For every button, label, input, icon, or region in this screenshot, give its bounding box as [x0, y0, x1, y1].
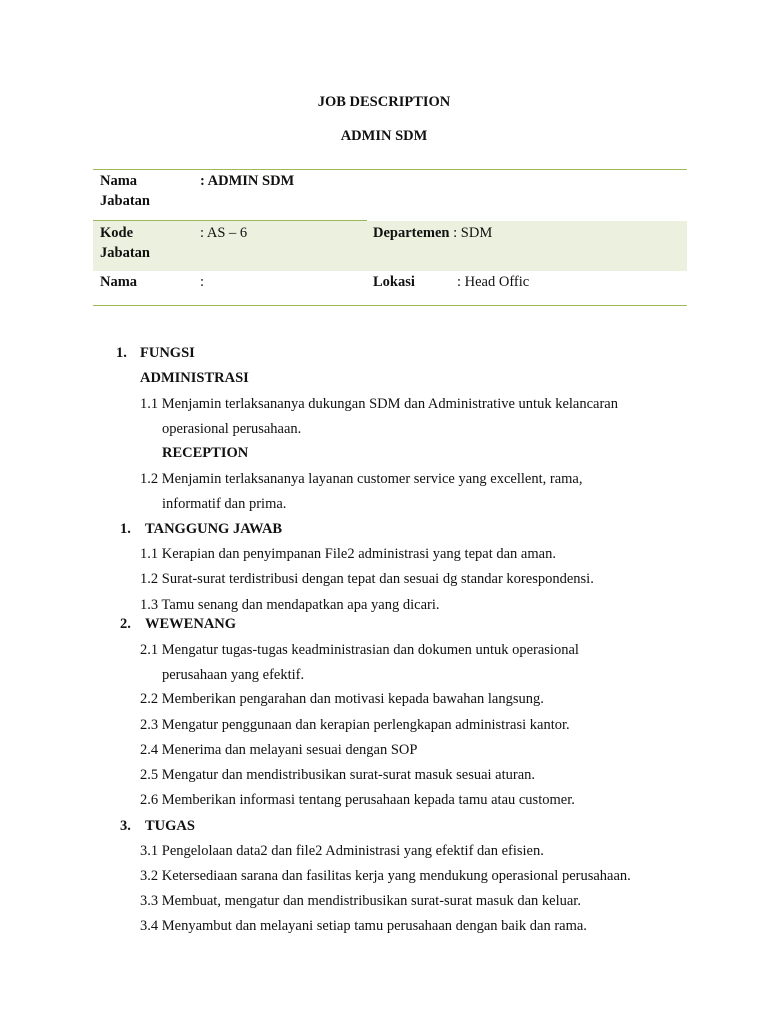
- table-row-kode-jabatan: [93, 221, 687, 271]
- label-departemen-text: Departemen: [373, 225, 450, 241]
- value-nama-jabatan: : ADMIN SDM: [200, 173, 295, 189]
- list-item: 1.2 Surat-surat terdistribusi dengan tepat dan sesuai dg standar korespondensi.: [140, 571, 594, 587]
- list-item: 3.3 Membuat, mengatur dan mendistribusikan surat-surat masuk dan keluar.: [140, 893, 581, 909]
- list-item: 1.3 Tamu senang dan mendapatkan apa yang dicari.: [140, 597, 440, 613]
- table-row-nama: [93, 271, 687, 306]
- list-item: 3.4 Menyambut dan melayani setiap tamu perusahaan dengan baik dan rama.: [140, 918, 587, 934]
- section-number-fungsi: 1.: [116, 345, 127, 361]
- label-departemen: [373, 223, 492, 243]
- label-kode-jabatan: [100, 223, 180, 263]
- value-kode-jabatan: : AS – 6: [200, 225, 248, 241]
- subheading-administrasi: ADMINISTRASI: [140, 370, 249, 386]
- list-item-continuation: perusahaan yang efektif.: [162, 667, 305, 683]
- list-item: 1.2 Menjamin terlaksananya layanan customer service yang excellent, rama,: [140, 471, 583, 487]
- label-line-1: Kode: [100, 225, 134, 241]
- document-subtitle: ADMIN SDM: [340, 128, 428, 144]
- section-heading-tugas: TUGAS: [145, 818, 195, 834]
- list-item: 2.2 Memberikan pengarahan dan motivasi kepada bawahan langsung.: [140, 691, 544, 707]
- list-item: 2.6 Memberikan informasi tentang perusahaan kepada tamu atau customer.: [140, 792, 575, 808]
- job-info-table: [93, 169, 687, 306]
- section-number-tanggung-jawab: 1.: [120, 521, 131, 537]
- table-row-nama-jabatan: [93, 169, 687, 221]
- label-nama: Nama: [100, 274, 138, 290]
- section-heading-tanggung-jawab: TANGGUNG JAWAB: [145, 521, 283, 537]
- value-lokasi: : Head Offic: [457, 274, 530, 290]
- section-heading-wewenang: WEWENANG: [145, 616, 237, 632]
- list-item: 3.1 Pengelolaan data2 dan file2 Administrasi yang efektif dan efisien.: [140, 843, 544, 859]
- list-item: 2.1 Mengatur tugas-tugas keadministrasian dan dokumen untuk operasional: [140, 642, 579, 658]
- subheading-reception: RECEPTION: [162, 445, 249, 461]
- list-item: 3.2 Ketersediaan sarana dan fasilitas kerja yang mendukung operasional perusahaan.: [140, 868, 631, 884]
- label-line-2: Jabatan: [100, 193, 150, 209]
- section-number-tugas: 3.: [120, 818, 131, 834]
- label-line-2: Jabatan: [100, 245, 150, 261]
- label-nama-jabatan: [100, 171, 180, 211]
- document-title: JOB DESCRIPTION: [317, 94, 451, 110]
- list-item: 1.1 Menjamin terlaksananya dukungan SDM dan Administrative untuk kelancaran: [140, 396, 618, 412]
- list-item: 2.5 Mengatur dan mendistribusikan surat-surat masuk sesuai aturan.: [140, 767, 536, 783]
- value-nama: :: [200, 274, 205, 290]
- label-line-1: Nama: [100, 173, 138, 189]
- list-item-continuation: informatif dan prima.: [162, 496, 287, 512]
- list-item: 2.4 Menerima dan melayani sesuai dengan SOP: [140, 742, 418, 758]
- section-heading-fungsi: FUNGSI: [140, 345, 195, 361]
- list-item: 2.3 Mengatur penggunaan dan kerapian perlengkapan administrasi kantor.: [140, 717, 570, 733]
- value-departemen: : SDM: [453, 225, 493, 241]
- list-item-continuation: operasional perusahaan.: [162, 421, 302, 437]
- list-item: 1.1 Kerapian dan penyimpanan File2 administrasi yang tepat dan aman.: [140, 546, 556, 562]
- label-lokasi: Lokasi: [373, 274, 415, 290]
- section-number-wewenang: 2.: [120, 616, 131, 632]
